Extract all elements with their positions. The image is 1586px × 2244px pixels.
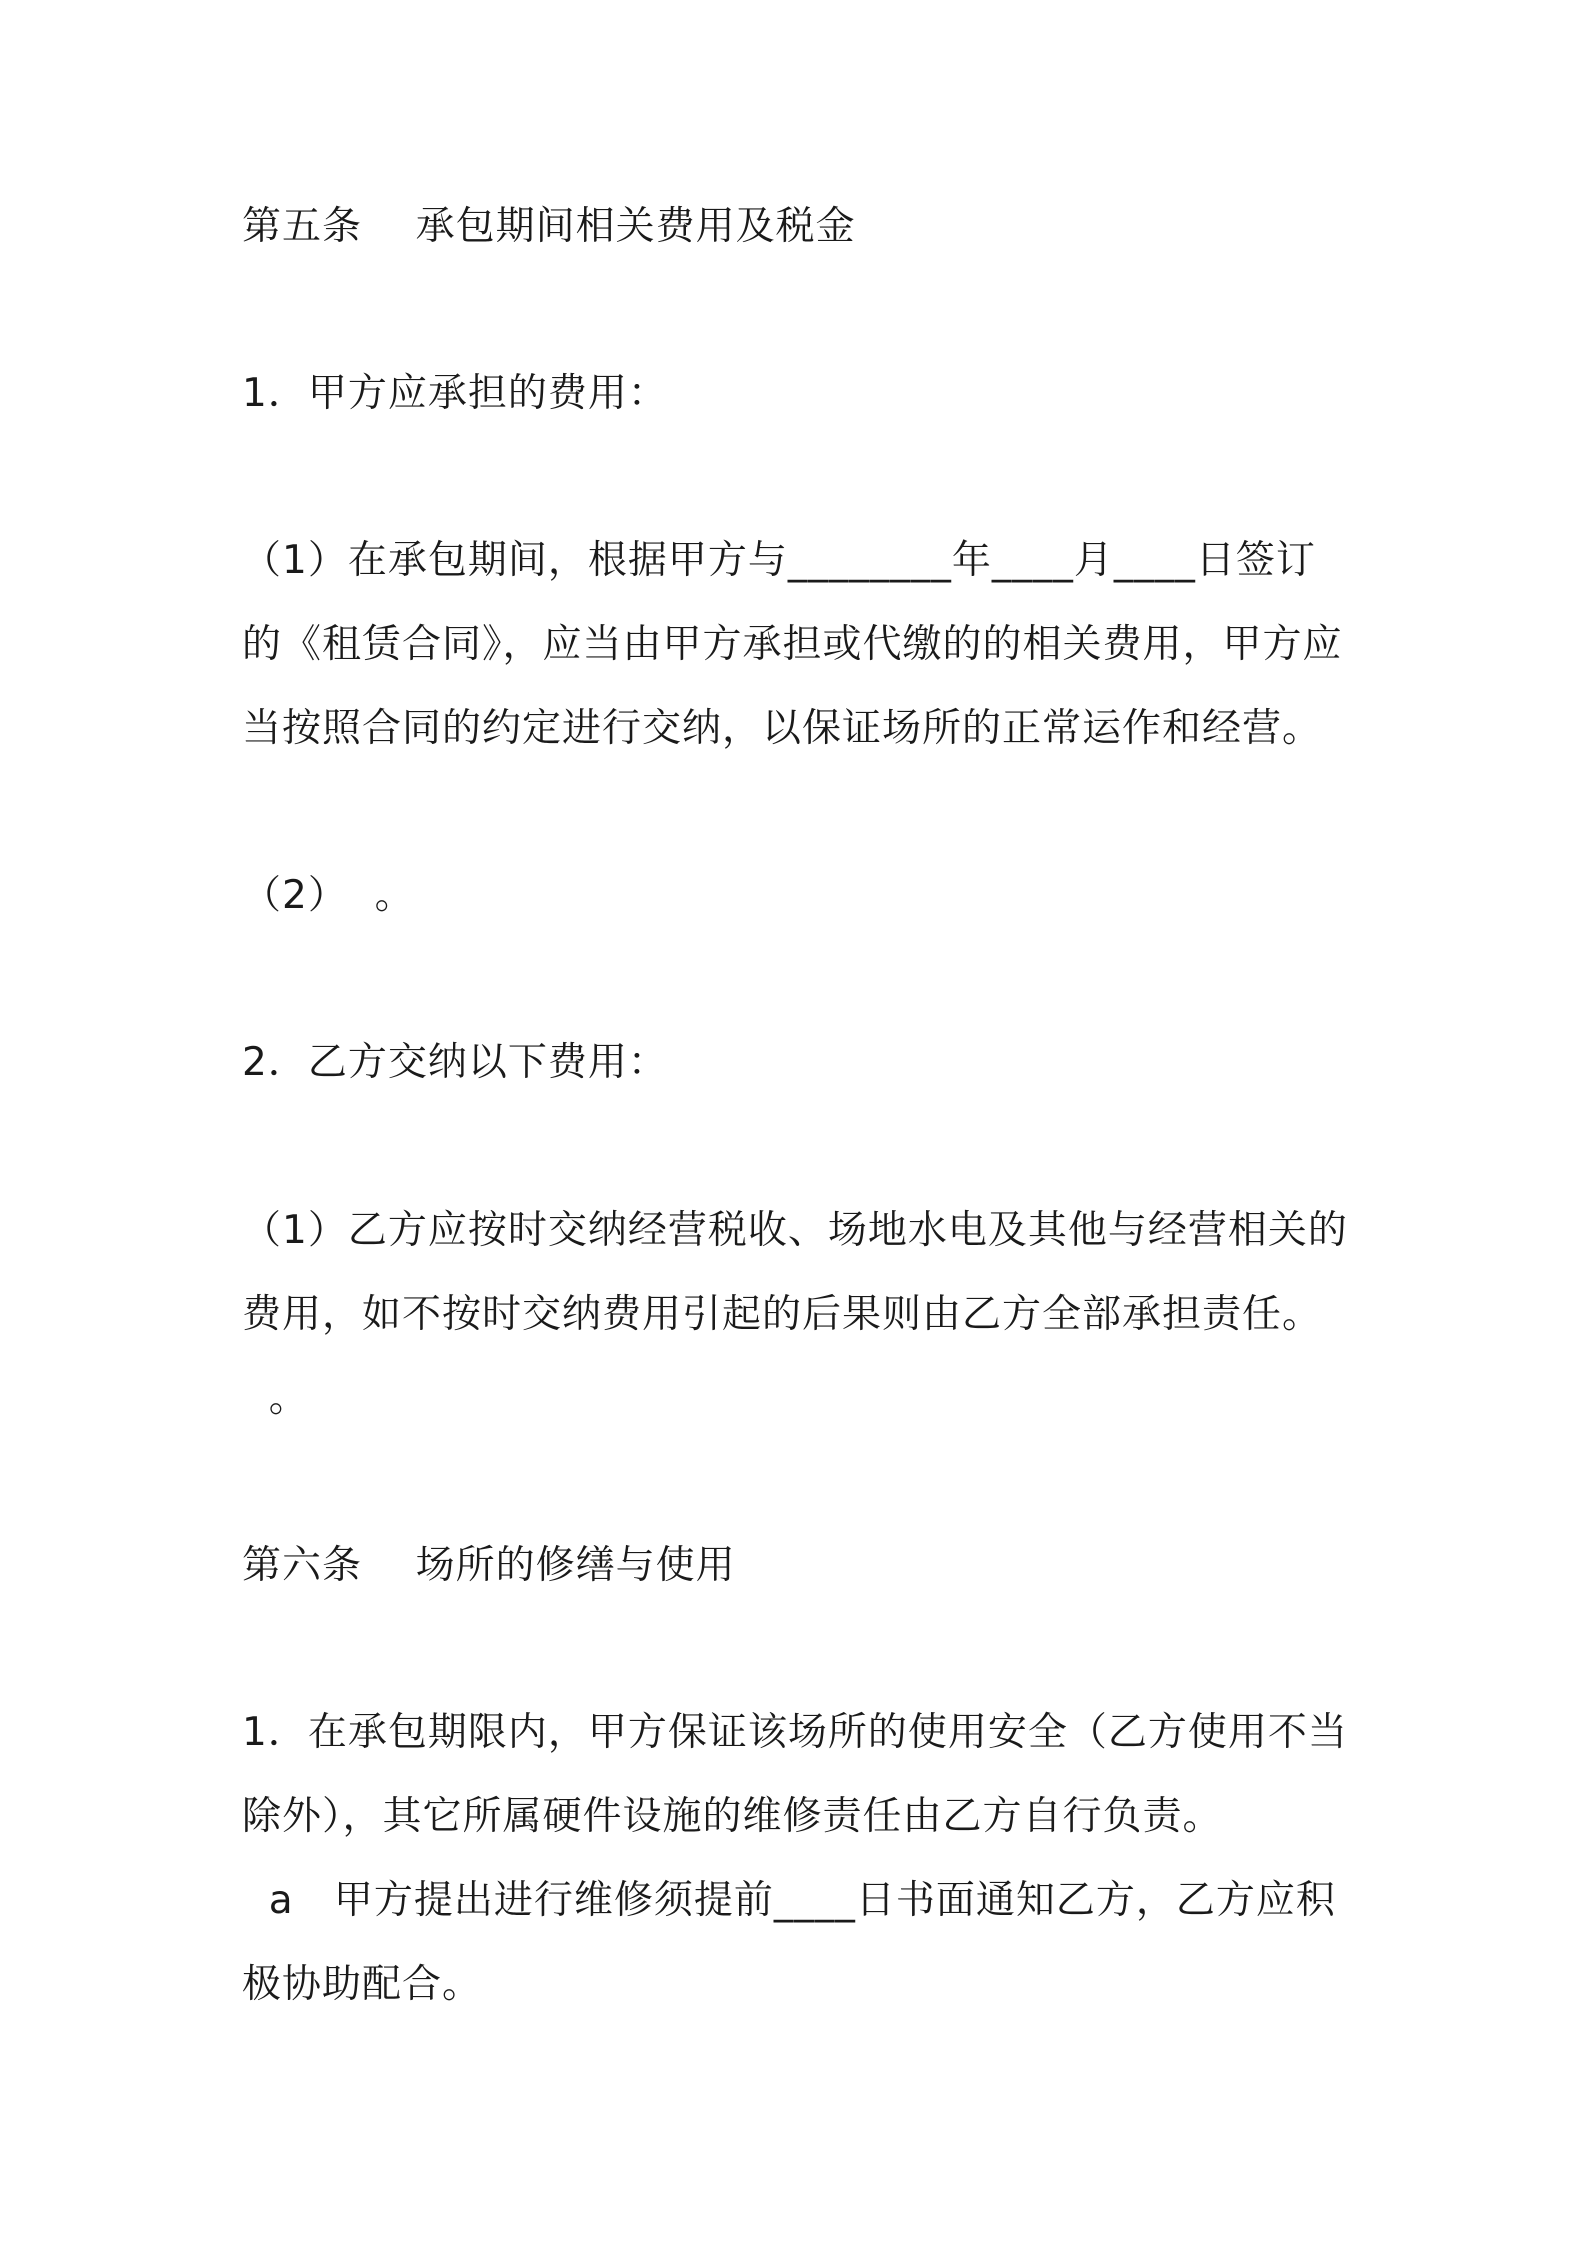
article-6-clause-1-sub-a-line-2: 极协助配合。: [242, 1962, 483, 2007]
article-5-clause-1-item-1-line-2: 的《租赁合同》，应当由甲方承担或代缴的的相关费用，甲方应: [242, 622, 1343, 667]
article-5-clause-2-item-1-line-2: 费用，如不按时交纳费用引起的后果则由乙方全部承担责任。: [242, 1292, 1323, 1337]
article-6-clause-1-sub-a-line-1: a 甲方提出进行维修须提前____日书面通知乙方，乙方应积: [242, 1878, 1336, 1923]
article-5-clause-2-item-2: 。: [242, 1376, 309, 1421]
article-6-heading: 第六条 场所的修缮与使用: [242, 1543, 736, 1588]
article-5-clause-2-title: 2．乙方交纳以下费用：: [242, 1040, 668, 1085]
article-5-clause-1-item-2: （2） 。: [242, 873, 415, 918]
article-5-clause-1-item-1-line-1: （1）在承包期间，根据甲方与________年____月____日签订: [242, 538, 1316, 583]
article-6-clause-1-line-1: 1．在承包期限内，甲方保证该场所的使用安全（乙方使用不当: [242, 1710, 1348, 1755]
article-6-clause-1-line-2: 除外），其它所属硬件设施的维修责任由乙方自行负责。: [242, 1794, 1223, 1839]
article-5-clause-1-item-1-line-3: 当按照合同的约定进行交纳，以保证场所的正常运作和经营。: [242, 706, 1323, 751]
article-5-heading: 第五条 承包期间相关费用及税金: [242, 204, 856, 249]
article-5-clause-2-item-1-line-1: （1）乙方应按时交纳经营税收、场地水电及其他与经营相关的: [242, 1208, 1348, 1253]
article-5-clause-1-title: 1．甲方应承担的费用：: [242, 371, 668, 416]
